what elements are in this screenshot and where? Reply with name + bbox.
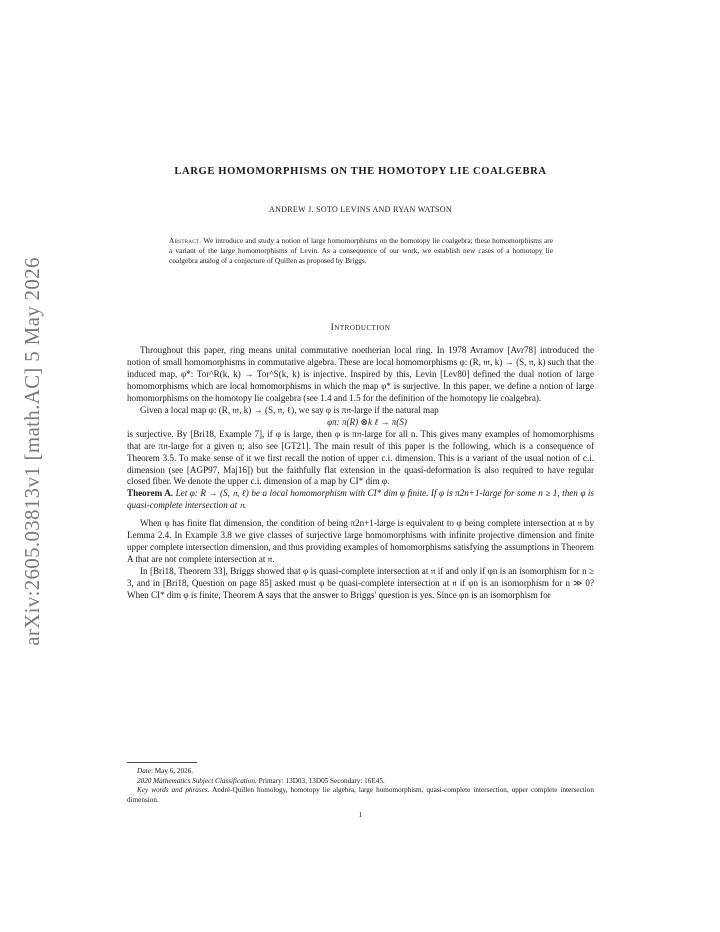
display-equation: φπ: π(R) ⊗k ℓ → π(S) [327, 416, 407, 427]
date-value: : May 6, 2026. [150, 767, 194, 775]
paper-title: LARGE HOMOMORPHISMS ON THE HOMOTOPY LIE COALGEBRA [174, 166, 547, 177]
abstract-label: Abstract. [169, 236, 202, 245]
paragraph-1: Throughout this paper, ring means unital commutative noetherian local ring. In 1978 Avramov [Avr78] introduced the notion of small homomorphisms in commutative algebra. These are local homomorphisms φ: (R, 𝔪, k) → (S, 𝔫, k) such that the induced map, φ*: Tor^R(k, k) → Tor^S(k, k) is injective. Inspired by this, Levin [Lev80] defined the dual notion of large homomorphisms which are local homomorphisms in which the map φ* is surjective. In this paper, we define a notion of large homomorphisms on the homotopy lie coalgebra (see 1.4 and 1.5 for the definition of the homotopy lie coalgebra). [127, 345, 594, 403]
footnote-rule [127, 762, 197, 763]
page-number: 1 [358, 810, 363, 819]
section-title: Introduction [330, 322, 391, 333]
arxiv-stamp-text: arXiv:2605.03813v1 [math.AC] 5 May 2026 [19, 256, 44, 646]
arxiv-stamp [12, 246, 52, 656]
body-text [127, 345, 594, 602]
paragraph-2: Given a local map φ: (R, 𝔪, k) → (S, 𝔫, ℓ), we say φ is π𝔫-large if the natural map [140, 404, 439, 415]
paragraph-4: When φ has finite flat dimension, the condition of being π2n+1-large is equivalent to φ being complete intersection at 𝔫 by Lemma 2.4. In Example 3.8 we give classes of surjective large homomorphisms with infinite projective dimension and finite upper complete intersection dimension, and thus providing examples of homomorphisms satisfying the assumptions in Theorem A that are not complete intersection at 𝔫. [127, 518, 594, 565]
theorem-text: Let φ: R → (S, 𝔫, ℓ) be a local homomorphism with CI* dim φ finite. If φ is π2n+1-large for some n ≥ 1, then φ is quasi-complete intersection at 𝔫. [127, 488, 594, 511]
paragraph-3: is surjective. By [Bri18, Example 7], if φ is large, then φ is π𝔫-large for all n. This gives many examples of homomorphisms that are π𝔫-large for a given n; also see [GT21]. The main result of this paper is the following, which is a consequence of Theorem 3.5. To make sense of it we first recall the notion of upper c.i. dimension. This is a variant of the usual notion of c.i. dimension (see [AGP97, Maj16]) but the faithfully flat extension in the quasi-deformation is also required to have regular closed fiber. We denote the upper c.i. dimension of a map by CI* dim φ. [127, 428, 594, 487]
keywords-label: Key words and phrases. [137, 786, 210, 795]
theorem-a [127, 488, 594, 512]
footnote [127, 762, 594, 805]
theorem-label: Theorem A. [127, 488, 174, 499]
keywords-value: André-Quillen homology, homotopy lie algebra, large homomorphism, quasi-complete intersection, upper complete intersection dimension. [127, 786, 594, 804]
footnote-keywords [127, 786, 594, 805]
abstract-text: We introduce and study a notion of large homomorphisms on the homotopy lie coalgebra; these homomorphisms are a variant of the large homomorphisms of Levin. As a consequence of our work, we establish new cases of a homotopy lie coalgebra analog of a conjecture of Quillen as proposed by Briggs. [169, 236, 553, 266]
paper-authors: ANDREW J. SOTO LEVINS AND RYAN WATSON [269, 205, 452, 214]
paragraph-5: In [Bri18, Theorem 33], Briggs showed that φ is quasi-complete intersection at 𝔫 if and only if φn is an isomorphism for n ≥ 3, and in [Bri18, Question on page 85] asked must φ be quasi-complete intersection at 𝔫 if φn is an isomorphism for n ≫ 0? When CI* dim φ is finite, Theorem A says that the answer to Briggs' question is yes. Since φn is an isomorphism for [127, 566, 594, 601]
msc-label: 2020 Mathematics Subject Classification. [137, 776, 257, 785]
date-label: Date [137, 767, 151, 775]
footnote-msc [127, 777, 594, 787]
abstract [169, 236, 553, 267]
footnote-date [127, 767, 594, 777]
msc-value: Primary: 13D03, 13D05 Secondary: 16E45. [256, 776, 385, 785]
